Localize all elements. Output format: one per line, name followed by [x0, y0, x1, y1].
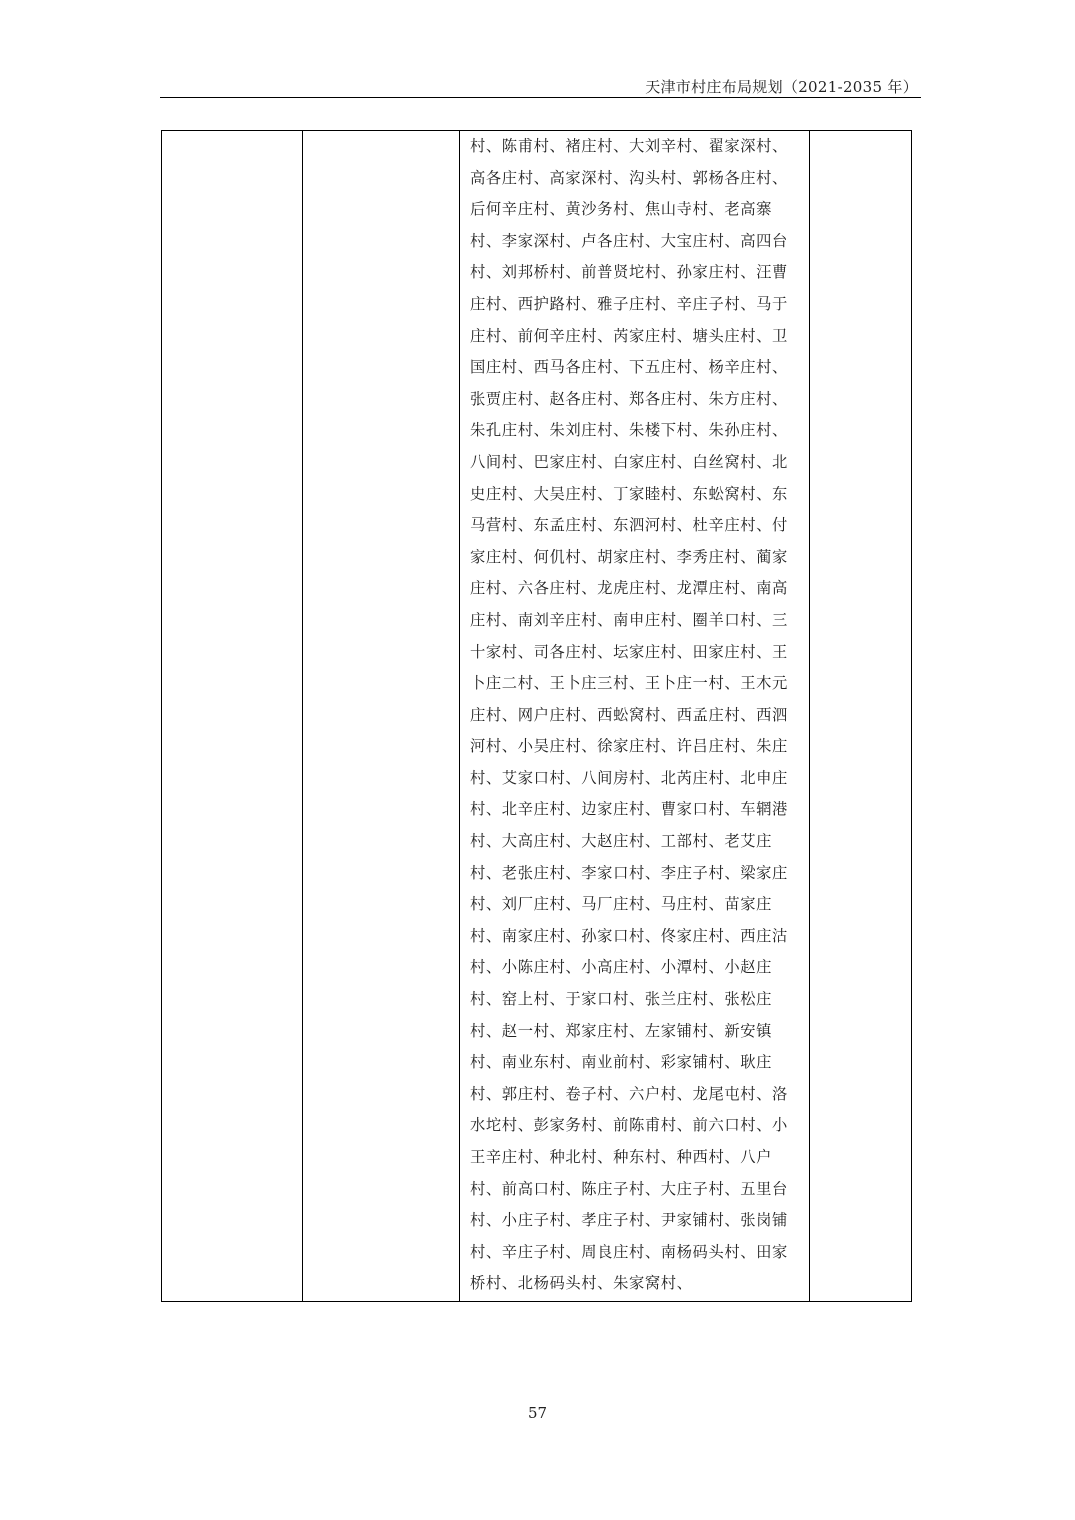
table-cell-column-1	[162, 131, 303, 1301]
table-cell-village-list	[460, 131, 810, 1301]
page-number: 57	[527, 1404, 548, 1422]
village-list-text: 村、陈甫村、褚庄村、大刘辛村、翟家深村、高各庄村、高家深村、沟头村、郭杨各庄村、后何辛庄村、黄沙务村、焦山寺村、老高寨村、李家深村、卢各庄村、大宝庄村、高四台村、刘邦桥村、前普贤坨村、孙家庄村、汪曹庄村、西护路村、雅子庄村、辛庄子村、马于庄村、前何辛庄村、芮家庄村、塘头庄村、卫国庄村、西马各庄村、下五庄村、杨辛庄村、张贾庄村、赵各庄村、郑各庄村、朱方庄村、朱孔庄村、朱刘庄村、朱楼下村、朱孙庄村、八间村、巴家庄村、白家庄村、白丝窝村、北史庄村、大吴庄村、丁家睦村、东蚣窝村、东马营村、东孟庄村、东泗河村、杜辛庄村、付家庄村、何仉村、胡家庄村、李秀庄村、蔺家庄村、六各庄村、龙虎庄村、龙潭庄村、南高庄村、南刘辛庄村、南申庄村、圈羊口村、三十家村、司各庄村、坛家庄村、田家庄村、王卜庄二村、王卜庄三村、王卜庄一村、王木元庄村、网户庄村、西蚣窝村、西孟庄村、西泗河村、小吴庄村、徐家庄村、许吕庄村、朱庄村、艾家口村、八间房村、北芮庄村、北申庄村、北辛庄村、边家庄村、曹家口村、车辋港村、大高庄村、大赵庄村、工部村、老艾庄村、老张庄村、李家口村、李庄子村、梁家庄村、刘厂庄村、马厂庄村、马庄村、苗家庄村、南家庄村、孙家口村、佟家庄村、西庄沽村、小陈庄村、小高庄村、小潭村、小赵庄村、窑上村、于家口村、张兰庄村、张松庄村、赵一村、郑家庄村、左家铺村、新安镇村、南业东村、南业前村、彩家铺村、耿庄村、郭庄村、卷子村、六户村、龙尾屯村、洛水坨村、彭家务村、前陈甫村、前六口村、小王辛庄村、种北村、种东村、种西村、八户村、前高口村、陈庄子村、大庄子村、五里台村、小庄子村、孝庄子村、尹家铺村、张岗铺村、辛庄子村、周良庄村、南杨码头村、田家桥村、北杨码头村、朱家窝村、	[470, 137, 788, 1293]
village-table	[161, 130, 912, 1302]
header-divider	[160, 97, 921, 98]
table-cell-column-2	[303, 131, 460, 1301]
table-cell-column-4	[810, 131, 911, 1301]
page-header-title: 天津市村庄布局规划（2021-2035 年）	[645, 78, 918, 96]
